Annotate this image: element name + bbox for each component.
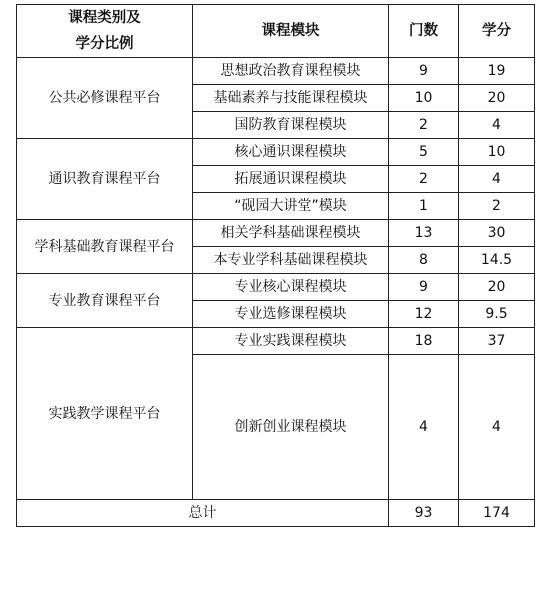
table-row — [17, 58, 535, 85]
count-cell: 9 — [389, 274, 459, 301]
module-cell: 核心通识课程模块 — [193, 139, 389, 166]
category-cell: 通识教育课程平台 — [17, 139, 193, 220]
module-cell: 国防教育课程模块 — [193, 112, 389, 139]
module-cell: “砚园大讲堂”模块 — [193, 193, 389, 220]
credits-cell: 20 — [459, 85, 535, 112]
module-cell: 思想政治教育课程模块 — [193, 58, 389, 85]
credits-cell: 10 — [459, 139, 535, 166]
header-count: 门数 — [389, 5, 459, 58]
total-count: 93 — [389, 500, 459, 527]
module-cell: 专业选修课程模块 — [193, 301, 389, 328]
credits-cell: 4 — [459, 355, 535, 500]
header-category-line2: 学分比例 — [75, 36, 134, 52]
table-row — [17, 220, 535, 247]
table-row — [17, 274, 535, 301]
count-cell: 2 — [389, 112, 459, 139]
header-module: 课程模块 — [193, 5, 389, 58]
count-cell: 9 — [389, 58, 459, 85]
count-cell: 2 — [389, 166, 459, 193]
category-cell: 实践教学课程平台 — [17, 328, 193, 500]
credits-cell: 19 — [459, 58, 535, 85]
module-cell: 相关学科基础课程模块 — [193, 220, 389, 247]
total-label: 总计 — [17, 500, 389, 527]
category-cell: 学科基础教育课程平台 — [17, 220, 193, 274]
module-cell: 专业实践课程模块 — [193, 328, 389, 355]
module-cell: 专业核心课程模块 — [193, 274, 389, 301]
count-cell: 12 — [389, 301, 459, 328]
curriculum-credit-table — [16, 4, 535, 527]
credits-cell: 4 — [459, 112, 535, 139]
header-credits: 学分 — [459, 5, 535, 58]
table-row — [17, 139, 535, 166]
header-row — [17, 5, 535, 58]
count-cell: 8 — [389, 247, 459, 274]
count-cell: 4 — [389, 355, 459, 500]
module-cell: 拓展通识课程模块 — [193, 166, 389, 193]
credits-cell: 37 — [459, 328, 535, 355]
category-cell: 公共必修课程平台 — [17, 58, 193, 139]
credits-cell: 2 — [459, 193, 535, 220]
total-row — [17, 500, 535, 527]
credits-cell: 4 — [459, 166, 535, 193]
table-row — [17, 328, 535, 355]
header-category-line1: 课程类别及 — [68, 10, 141, 26]
credits-cell: 30 — [459, 220, 535, 247]
count-cell: 5 — [389, 139, 459, 166]
count-cell: 18 — [389, 328, 459, 355]
module-cell: 本专业学科基础课程模块 — [193, 247, 389, 274]
credits-cell: 20 — [459, 274, 535, 301]
module-cell: 基础素养与技能课程模块 — [193, 85, 389, 112]
credits-cell: 14.5 — [459, 247, 535, 274]
count-cell: 10 — [389, 85, 459, 112]
category-cell: 专业教育课程平台 — [17, 274, 193, 328]
header-category — [17, 5, 193, 58]
count-cell: 13 — [389, 220, 459, 247]
module-cell: 创新创业课程模块 — [193, 355, 389, 500]
count-cell: 1 — [389, 193, 459, 220]
total-credits: 174 — [459, 500, 535, 527]
credits-cell: 9.5 — [459, 301, 535, 328]
